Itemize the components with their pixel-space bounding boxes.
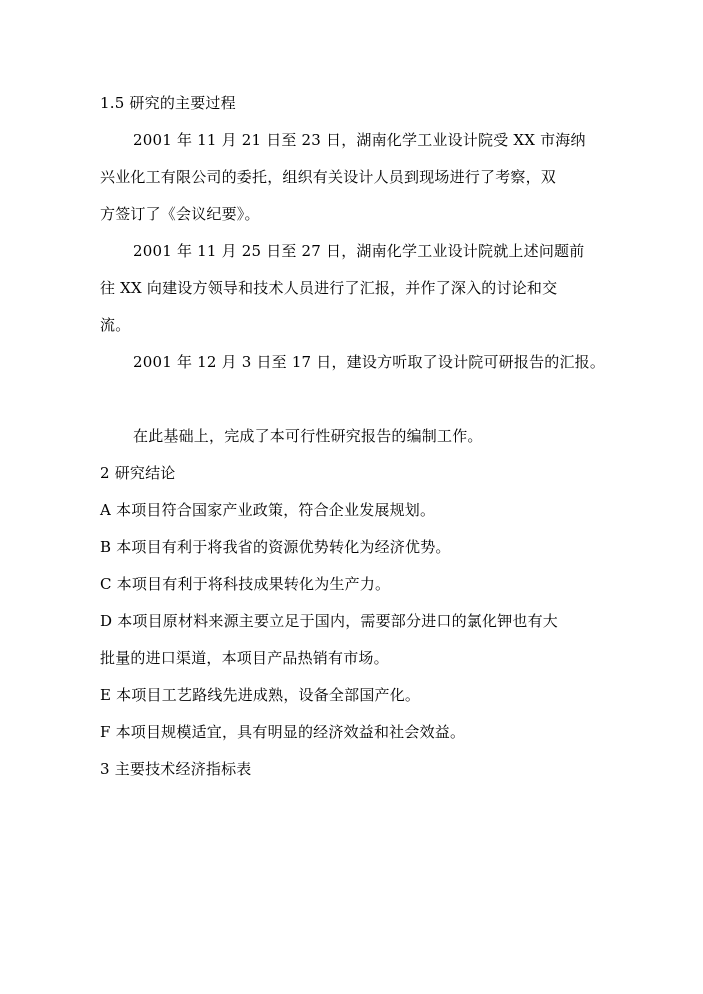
conclusion-item-e: E 本项目工艺路线先进成熟，设备全部国产化。: [100, 686, 421, 704]
paragraph-2-line-2: 往 XX 向建设方领导和技术人员进行了汇报，并作了深入的讨论和交: [100, 279, 558, 297]
section-1-5-heading: 1.5 研究的主要过程: [100, 94, 236, 112]
conclusion-item-d-line-1: D 本项目原材料来源主要立足于国内，需要部分进口的氯化钾也有大: [100, 612, 558, 630]
paragraph-1-line-3: 方签订了《会议纪要》。: [100, 205, 260, 223]
paragraph-1-line-1: 2001 年 11 月 21 日至 23 日，湖南化学工业设计院受 XX 市海纳: [133, 131, 586, 149]
paragraph-1-line-2: 兴业化工有限公司的委托，组织有关设计人员到现场进行了考察，双: [100, 168, 557, 186]
conclusion-item-c: C 本项目有利于将科技成果转化为生产力。: [100, 575, 391, 593]
paragraph-2-line-1: 2001 年 11 月 25 日至 27 日，湖南化学工业设计院就上述问题前: [133, 242, 585, 260]
conclusion-item-a: A 本项目符合国家产业政策，符合企业发展规划。: [100, 501, 436, 519]
conclusion-item-b: B 本项目有利于将我省的资源优势转化为经济优势。: [100, 538, 451, 556]
conclusion-item-d-line-2: 批量的进口渠道，本项目产品热销有市场。: [100, 649, 389, 667]
section-3-heading: 3 主要技术经济指标表: [100, 760, 252, 778]
section-2-heading: 2 研究结论: [100, 464, 176, 482]
conclusion-item-f: F 本项目规模适宜，具有明显的经济效益和社会效益。: [100, 723, 466, 741]
paragraph-4-line-1: 在此基础上，完成了本可行性研究报告的编制工作。: [133, 427, 483, 445]
paragraph-2-line-3: 流。: [100, 316, 131, 334]
paragraph-3-line-1: 2001 年 12 月 3 日至 17 日，建设方听取了设计院可研报告的汇报。: [133, 353, 606, 371]
